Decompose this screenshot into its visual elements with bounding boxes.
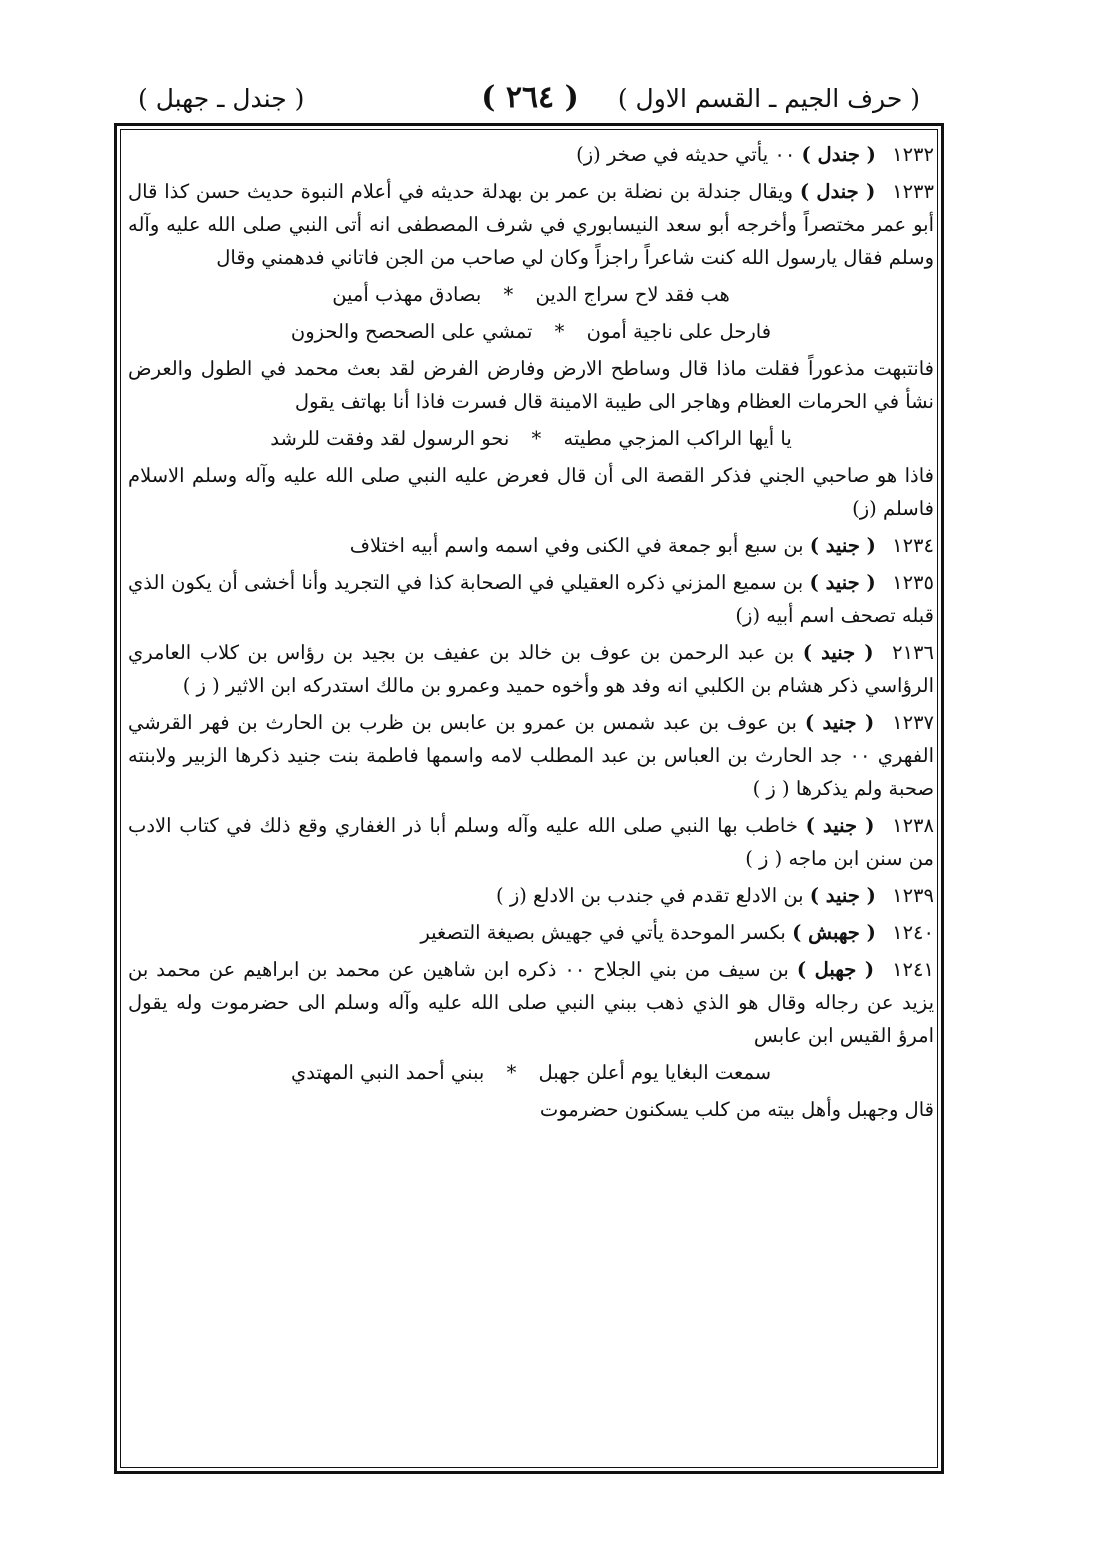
verse-separator: * <box>554 320 565 343</box>
entry-1233-end: فاذا هو صاحبي الجني فذكر القصة الى أن قال فعرض عليه النبي صلى الله عليه وآله وسلم الاسلام فاسلم (ز) <box>128 464 934 520</box>
entry-1241 <box>128 953 934 1052</box>
entry-keyword: ( جنيد ) <box>804 711 875 734</box>
verse-hemistich-left: بصادق مهذب أمين <box>332 283 482 306</box>
entry-keyword: ( جنيد ) <box>802 641 874 664</box>
entry-text: خاطب بها النبي صلى الله عليه وآله وسلم أبا ذر الغفاري وقع ذلك في كتاب الادب من سنن ابن ماجه ( ز ) <box>128 814 934 870</box>
verse-line-3 <box>128 422 934 455</box>
verse-hemistich-right: هب فقد لاح سراج الدين <box>535 283 730 306</box>
entry-number: ١٢٣٣ <box>892 180 935 203</box>
entry-keyword: ( جندل ) <box>801 143 876 166</box>
entry-text: بن سميع المزني ذكره العقيلي في الصحابة كذا في التجريد وأنا أخشى أن يكون الذي قبله تصحف اسم أبيه (ز) <box>128 571 934 627</box>
entry-text: بن عبد الرحمن بن عوف بن خالد بن عفيف بن بجيد بن رؤاس بن كلاب العامري الرؤاسي ذكر هشام بن الكلبي انه وفد هو وأخوه حميد وعمرو بن مالك استدركه ابن الاثير ( ز ) <box>128 641 934 697</box>
entry-1233 <box>128 175 934 274</box>
header-entry-range: ( جندل ـ جهبل ) <box>138 84 305 113</box>
page-number: ( ٢٦٤ ) <box>481 80 579 115</box>
verse-hemistich-left: ببني أحمد النبي المهتدي <box>290 1061 485 1084</box>
entry-text: بن سيف من بني الجلاح ٠٠ ذكره ابن شاهين عن محمد بن ابراهيم عن محمد بن يزيد عن رجاله وقال هو الذي ذهب ببني النبي صلى الله عليه وآله وسلم الى حضرموت وله يقول امرؤ القيس ابن عابس <box>128 958 934 1047</box>
verse-hemistich-left: تمشي على الصحصح والحزون <box>290 320 533 343</box>
entry-text: بن عوف بن عبد شمس بن عمرو بن عابس بن ظرب بن الحارث بن فهر القرشي الفهري ٠٠ جد الحارث بن العباس بن عبد المطلب لامه واسمها فاطمة بنت جنيد ذكرها الزبير ولابنته صحبة ولم يذكرها ( ز ) <box>128 711 934 800</box>
entry-keyword: ( جنيد ) <box>805 814 875 837</box>
entry-keyword: ( جندل ) <box>799 180 876 203</box>
entry-text: ٠٠ يأتي حديثه في صخر (ز) <box>576 143 796 166</box>
verse-hemistich-right: فارحل على ناجية أمون <box>586 320 772 343</box>
entry-keyword: ( جهبل ) <box>796 958 875 981</box>
entry-number: ١٢٤٠ <box>892 921 934 944</box>
entry-keyword: ( جنيد ) <box>809 571 876 594</box>
entry-keyword: ( جنيد ) <box>809 884 876 907</box>
entry-text: بكسر الموحدة يأتي في جهيش بصيغة التصغير <box>420 921 786 944</box>
verse-separator: * <box>531 427 542 450</box>
entry-1236 <box>128 636 934 702</box>
verse-hemistich-left: نحو الرسول لقد وفقت للرشد <box>270 427 510 450</box>
entry-1238 <box>128 809 934 875</box>
verse-separator: * <box>503 283 514 306</box>
verse-hemistich-right: سمعت البغايا يوم أعلن جهبل <box>538 1061 772 1084</box>
entry-number: ١٢٣٧ <box>892 711 935 734</box>
entry-1239 <box>128 879 934 912</box>
entry-number: ١٢٣٥ <box>892 571 935 594</box>
entry-text: بن سبع أبو جمعة في الكنى وفي اسمه واسم أبيه اختلاف <box>349 534 804 557</box>
entry-number: ١٢٣٨ <box>892 814 935 837</box>
entry-text: بن الادلع تقدم في جندب بن الادلع (ز ) <box>496 884 804 907</box>
verse-line-2 <box>128 315 934 348</box>
entry-number: ٢١٣٦ <box>892 641 935 664</box>
entry-number: ١٢٣٤ <box>892 534 934 557</box>
verse-line-1 <box>128 278 934 311</box>
entry-text: ويقال جندلة بن نضلة بن عمر بن بهدلة حديثه في أعلام النبوة حديث حسن كذا قال أبو عمر مختصراً وأخرجه أبو سعد النيسابوري في شرف المصطفى انه أتى النبي صلى الله عليه وآله وسلم فقال يارسول الله كنت شاعراً راجزاً وكان لي صاحب من الجن فاتاني فدهمني وقال <box>128 180 934 269</box>
entry-number: ١٢٣٩ <box>892 884 934 907</box>
entry-1232 <box>128 138 934 171</box>
entry-keyword: ( جهبش ) <box>792 921 876 944</box>
entry-1233-continuation: فانتبهت مذعوراً فقلت ماذا قال وساطح الارض وفارض الفرض لقد بعث محمد في الطول والعرض نشأ في الحرمات العظام وهاجر الى طيبة الامينة قال فسرت فاذا أنا بهاتف يقول <box>128 357 934 413</box>
entry-1237 <box>128 706 934 805</box>
entry-number: ١٢٣٢ <box>892 143 934 166</box>
entry-1240 <box>128 916 934 949</box>
entry-keyword: ( جنيد ) <box>809 534 876 557</box>
entry-1241-end: قال وجهبل وأهل بيته من كلب يسكنون حضرموت <box>539 1098 934 1121</box>
verse-separator: * <box>506 1061 517 1084</box>
entry-1235 <box>128 566 934 632</box>
header-section-title: ( حرف الجيم ـ القسم الاول ) <box>617 84 920 113</box>
verse-hemistich-right: يا أيها الراكب المزجي مطيته <box>563 427 792 450</box>
page-body <box>128 138 934 1130</box>
verse-line-4 <box>128 1056 934 1089</box>
entry-number: ١٢٤١ <box>892 958 934 981</box>
entry-1234 <box>128 529 934 562</box>
